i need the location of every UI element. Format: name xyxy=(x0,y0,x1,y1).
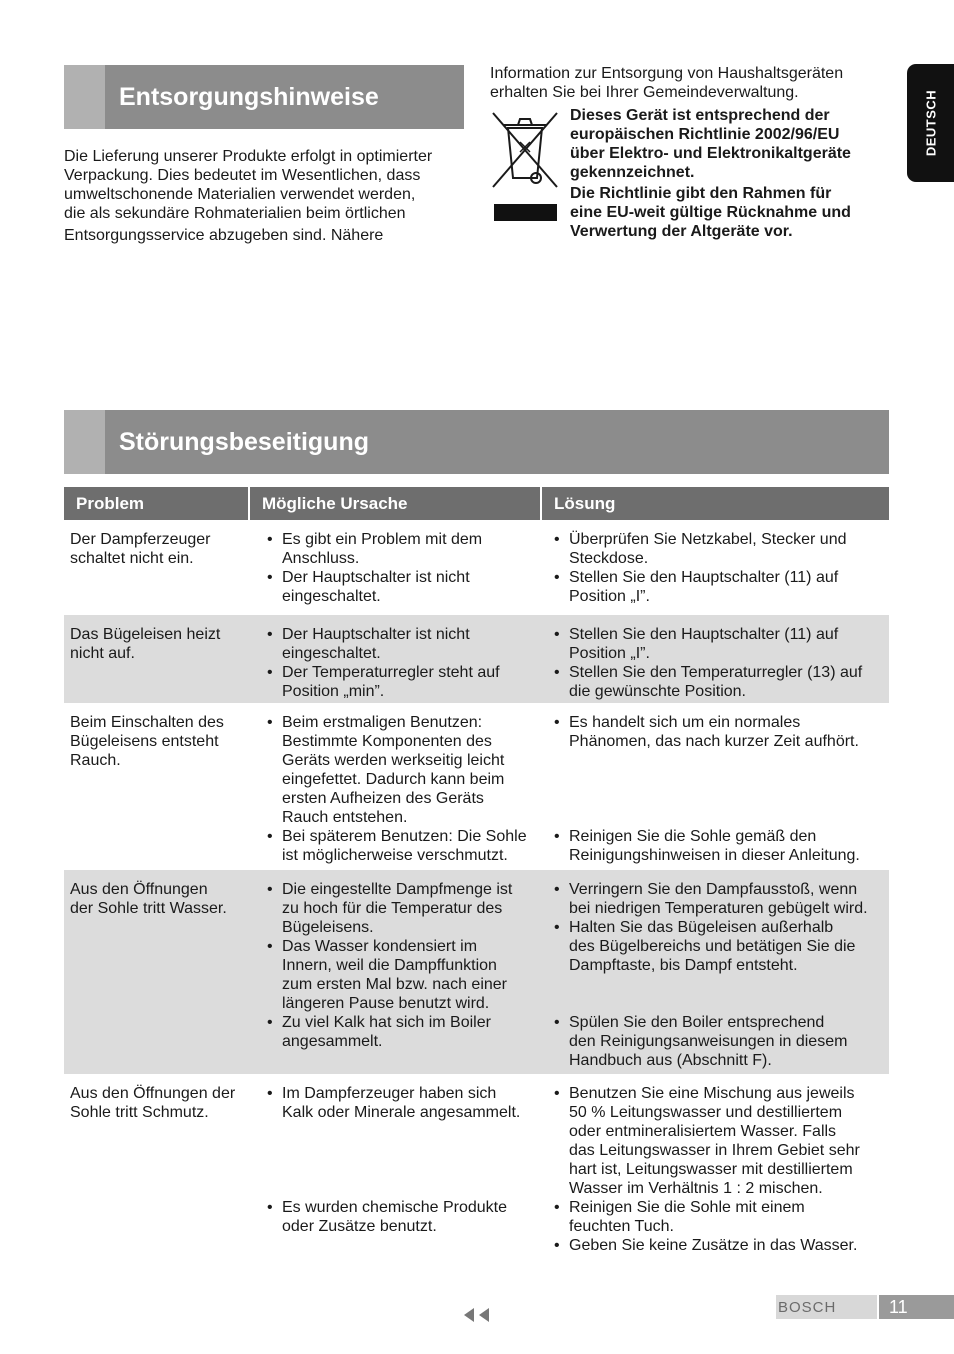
disposal-body-line: Verpackung. Dies bedeutet im Wesentlichen, dass xyxy=(64,167,421,184)
solution-line: Position „I”. xyxy=(569,588,650,605)
directive-line: gekennzeichnet. xyxy=(570,164,695,181)
table-row xyxy=(64,1074,889,1254)
cause-item xyxy=(261,568,544,606)
solution-item xyxy=(548,1236,889,1255)
directive-line: Dieses Gerät ist entsprechend der xyxy=(570,107,830,124)
cause-line: Position „min”. xyxy=(282,683,385,700)
solution-item xyxy=(548,625,889,663)
cause-line: oder Zusätze benutzt. xyxy=(282,1218,437,1235)
problem-cell xyxy=(64,615,251,703)
problem-line: Rauch. xyxy=(70,752,121,769)
solution-line: • Stellen Sie den Temperaturregler (13) auf xyxy=(569,664,863,681)
column-header-cause: Mögliche Ursache xyxy=(250,487,542,520)
solution-item xyxy=(548,827,889,865)
cause-line: • Zu viel Kalk hat sich im Boiler xyxy=(282,1014,491,1031)
solution-line: den Reinigungsanweisungen in diesem xyxy=(569,1033,848,1050)
solution-line: • Verringern Sie den Dampfausstoß, wenn xyxy=(569,881,858,898)
cause-item xyxy=(261,827,544,865)
cause-line: • Im Dampferzeuger haben sich xyxy=(282,1085,497,1102)
disposal-body-line: umweltschonende Materialien verwendet werden, xyxy=(64,186,416,203)
directive-line: Die Richtlinie gibt den Rahmen für xyxy=(570,185,832,202)
cause-line: ersten Aufheizen des Geräts xyxy=(282,790,484,807)
directive-line: Verwertung der Altgeräte vor. xyxy=(570,223,793,240)
cause-item xyxy=(261,530,544,568)
solution-line: • Spülen Sie den Boiler entsprechend xyxy=(569,1014,825,1031)
solution-cell xyxy=(544,703,889,870)
solution-item xyxy=(548,1084,889,1198)
disposal-info xyxy=(490,64,890,102)
disposal-info-line: erhalten Sie bei Ihrer Gemeindeverwaltung. xyxy=(490,84,799,101)
problem-cell xyxy=(64,703,251,870)
disposal-info-line: Information zur Entsorgung von Haushaltsgeräten xyxy=(490,65,844,82)
table-row xyxy=(64,520,889,615)
problem-line: Der Dampferzeuger xyxy=(70,531,211,548)
cause-item xyxy=(261,713,544,827)
page-number: 11 xyxy=(879,1295,954,1319)
header-accent-tab xyxy=(64,410,105,474)
solution-line: feuchten Tuch. xyxy=(569,1218,674,1235)
solution-item xyxy=(548,1198,889,1236)
cause-line: • Beim erstmaligen Benutzen: xyxy=(282,714,483,731)
solution-line: Wasser im Verhältnis 1 : 2 mischen. xyxy=(569,1180,823,1197)
disposal-section-header xyxy=(64,65,464,129)
cause-item xyxy=(261,1198,544,1236)
cause-line: Rauch entstehen. xyxy=(282,809,408,826)
solution-line: das Leitungswasser in Ihrem Gebiet sehr xyxy=(569,1142,860,1159)
solution-item xyxy=(548,530,889,568)
solution-line: Reinigungshinweisen in dieser Anleitung. xyxy=(569,847,860,864)
solution-cell xyxy=(544,1074,889,1254)
solution-line: • Benutzen Sie eine Mischung aus jeweils xyxy=(569,1085,855,1102)
disposal-body-line: die als sekundäre Rohmaterialien beim örtlichen xyxy=(64,205,406,222)
solution-line: hart ist, Leitungswasser mit destilliertem xyxy=(569,1161,853,1178)
cause-item xyxy=(261,1013,544,1051)
solution-item xyxy=(548,713,889,751)
problem-line: Das Bügeleisen heizt xyxy=(70,626,221,643)
cause-line: Kalk oder Minerale angesammelt. xyxy=(282,1104,521,1121)
cause-line: zum ersten Mal bzw. nach einer xyxy=(282,976,507,993)
solution-line: Handbuch aus (Abschnitt F). xyxy=(569,1052,772,1069)
solution-line: Steckdose. xyxy=(569,550,649,567)
cause-line: • Der Temperaturregler steht auf xyxy=(282,664,500,681)
solution-line: oder entmineralisiertem Wasser. Falls xyxy=(569,1123,837,1140)
cause-line: zu hoch für die Temperatur des xyxy=(282,900,503,917)
cause-item xyxy=(261,625,544,663)
cause-line: ist möglicherweise verschmutzt. xyxy=(282,847,508,864)
cause-item xyxy=(261,1084,544,1122)
cause-line: • Bei späterem Benutzen: Die Sohle xyxy=(282,828,527,845)
solution-line: die gewünschte Position. xyxy=(569,683,746,700)
language-tab-label: DEUTSCH xyxy=(923,89,938,157)
problem-cell xyxy=(64,520,251,615)
cause-line: • Es gibt ein Problem mit dem xyxy=(282,531,483,548)
cause-line: eingeschaltet. xyxy=(282,645,381,662)
problem-line: Aus den Öffnungen der xyxy=(70,1085,236,1102)
problem-cell xyxy=(64,1074,251,1254)
cause-cell xyxy=(251,520,544,615)
disposal-body xyxy=(64,147,464,245)
solution-line: Dampftaste, bis Dampf entsteht. xyxy=(569,957,798,974)
solution-item xyxy=(548,880,889,918)
solution-cell xyxy=(544,615,889,703)
cause-cell xyxy=(251,615,544,703)
solution-item xyxy=(548,1013,889,1070)
solution-line: • Stellen Sie den Hauptschalter (11) auf xyxy=(569,569,839,586)
column-header-problem: Problem xyxy=(64,487,250,520)
solution-line: 50 % Leitungswasser und destilliertem xyxy=(569,1104,843,1121)
solution-line: • Überprüfen Sie Netzkabel, Stecker und xyxy=(569,531,847,548)
disposal-title: Entsorgungshinweise xyxy=(119,82,379,111)
cause-line: längeren Pause benutzt wird. xyxy=(282,995,490,1012)
brand-label: BOSCH xyxy=(776,1295,877,1319)
cause-line: Geräts werden werkseitig leicht xyxy=(282,752,505,769)
table-row xyxy=(64,703,889,870)
language-tab xyxy=(907,64,954,182)
header-accent-tab xyxy=(64,65,105,129)
column-header-solution: Lösung xyxy=(554,493,616,513)
solution-item xyxy=(548,663,889,701)
disposal-body-line: Die Lieferung unserer Produkte erfolgt in optimierter xyxy=(64,148,433,165)
table-header xyxy=(64,487,889,520)
problem-line: nicht auf. xyxy=(70,645,135,662)
cause-line: eingefettet. Dadurch kann beim xyxy=(282,771,505,788)
solution-cell xyxy=(544,870,889,1074)
cause-cell xyxy=(251,1074,544,1254)
troubleshooting-title: Störungsbeseitigung xyxy=(119,427,369,456)
cause-line: • Es wurden chemische Produkte xyxy=(282,1199,507,1216)
troubleshooting-table xyxy=(64,487,889,1254)
troubleshooting-section-header xyxy=(64,410,889,474)
cause-item xyxy=(261,937,544,1013)
crossed-out-wheelie-bin-icon xyxy=(490,108,560,224)
table-row xyxy=(64,615,889,703)
cause-line: angesammelt. xyxy=(282,1033,383,1050)
solution-line: Position „I”. xyxy=(569,645,650,662)
directive-line: eine EU-weit gültige Rücknahme und xyxy=(570,204,851,221)
solution-line: bei niedrigen Temperaturen gebügelt wird. xyxy=(569,900,868,917)
cause-line: Bügeleisens. xyxy=(282,919,374,936)
problem-line: Beim Einschalten des xyxy=(70,714,224,731)
cause-item xyxy=(261,880,544,937)
cause-line: Anschluss. xyxy=(282,550,360,567)
cause-line: • Die eingestellte Dampfmenge ist xyxy=(282,881,513,898)
solution-line: • Reinigen Sie die Sohle gemäß den xyxy=(569,828,817,845)
cause-line: • Das Wasser kondensiert im xyxy=(282,938,478,955)
solution-line: • Es handelt sich um ein normales xyxy=(569,714,801,731)
problem-line: Sohle tritt Schmutz. xyxy=(70,1104,209,1121)
problem-line: Bügeleisens entsteht xyxy=(70,733,219,750)
double-left-arrow-icon[interactable] xyxy=(463,1307,493,1323)
problem-line: Aus den Öffnungen xyxy=(70,881,208,898)
cause-line: • Der Hauptschalter ist nicht xyxy=(282,626,470,643)
directive-line: europäischen Richtlinie 2002/96/EU xyxy=(570,126,840,143)
problem-line: schaltet nicht ein. xyxy=(70,550,194,567)
cause-item xyxy=(261,663,544,701)
problem-line: der Sohle tritt Wasser. xyxy=(70,900,227,917)
solution-line: • Halten Sie das Bügeleisen außerhalb xyxy=(569,919,834,936)
directive-line: über Elektro- und Elektronikaltgeräte xyxy=(570,145,851,162)
cause-line: Innern, weil die Dampffunktion xyxy=(282,957,497,974)
table-row xyxy=(64,870,889,1074)
solution-line: Phänomen, das nach kurzer Zeit aufhört. xyxy=(569,733,859,750)
solution-line: • Geben Sie keine Zusätze in das Wasser. xyxy=(569,1237,858,1254)
solution-item xyxy=(548,918,889,975)
solution-line: • Stellen Sie den Hauptschalter (11) auf xyxy=(569,626,839,643)
solution-line: des Bügelbereichs und betätigen Sie die xyxy=(569,938,856,955)
cause-line: • Der Hauptschalter ist nicht xyxy=(282,569,470,586)
weee-directive-text xyxy=(570,106,890,241)
cause-line: Bestimmte Komponenten des xyxy=(282,733,492,750)
solution-line: • Reinigen Sie die Sohle mit einem xyxy=(569,1199,805,1216)
cause-line: eingeschaltet. xyxy=(282,588,381,605)
cause-cell xyxy=(251,870,544,1074)
solution-item xyxy=(548,568,889,606)
cause-cell xyxy=(251,703,544,870)
solution-cell xyxy=(544,520,889,615)
problem-cell xyxy=(64,870,251,1074)
disposal-body-line: Entsorgungsservice abzugeben sind. Nähere xyxy=(64,227,384,244)
